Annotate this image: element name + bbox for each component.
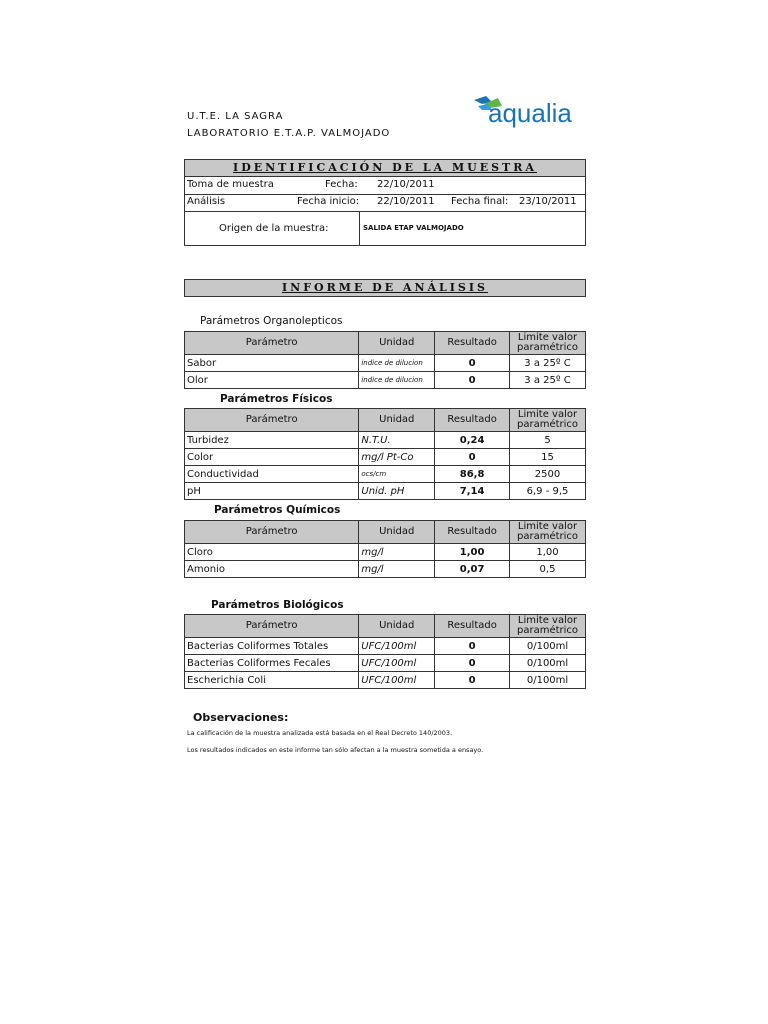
col-limite: Limite valor paramétrico (510, 409, 586, 432)
organolepticos-title: Parámetros Organolepticos (200, 315, 343, 327)
fecha-inicio-label: Fecha inicio: (297, 196, 360, 207)
fecha-label: Fecha: (325, 179, 358, 190)
col-limite: Limite valor paramétrico (510, 332, 586, 355)
aqualia-logo (472, 92, 582, 132)
col-unidad: Unidad (359, 409, 435, 432)
logo-text: aqualia (488, 98, 572, 128)
col-unidad: Unidad (359, 521, 435, 544)
table-row (185, 355, 586, 372)
parametro-cell: Turbidez (185, 432, 359, 449)
resultado-cell: 86,8 (435, 466, 510, 483)
limite-cell: 0/100ml (510, 655, 586, 672)
parametro-cell: Bacterias Coliformes Totales (185, 638, 359, 655)
observaciones-line1: La calificación de la muestra analizada está basada en el Real Decreto 140/2003. (187, 729, 453, 737)
parametro-cell: Conductividad (185, 466, 359, 483)
unidad-cell: ocs/cm (359, 466, 435, 483)
table-header-row (185, 521, 586, 544)
resultado-cell: 7,14 (435, 483, 510, 500)
quimicos-table (184, 520, 586, 578)
lab-name: LABORATORIO E.T.A.P. VALMOJADO (187, 128, 391, 139)
col-unidad: Unidad (359, 332, 435, 355)
limite-cell: 3 a 25º C (510, 355, 586, 372)
col-unidad: Unidad (359, 615, 435, 638)
biologicos-title: Parámetros Biológicos (211, 599, 344, 611)
origen-value: SALIDA ETAP VALMOJADO (363, 224, 464, 232)
identificacion-title-bar (184, 159, 586, 177)
table-row (185, 449, 586, 466)
informe-title-bar (184, 279, 586, 297)
fecha-inicio-value: 22/10/2011 (377, 196, 435, 207)
limite-cell: 6,9 - 9,5 (510, 483, 586, 500)
parametro-cell: Sabor (185, 355, 359, 372)
unidad-cell: indice de dilucion (359, 355, 435, 372)
limite-cell: 5 (510, 432, 586, 449)
parametro-cell: Color (185, 449, 359, 466)
table-header-row (185, 615, 586, 638)
parametro-cell: Olor (185, 372, 359, 389)
resultado-cell: 0 (435, 672, 510, 689)
resultado-cell: 0,24 (435, 432, 510, 449)
fecha-final-value: 23/10/2011 (519, 196, 577, 207)
table-row (185, 544, 586, 561)
resultado-cell: 0 (435, 655, 510, 672)
table-row (185, 672, 586, 689)
parametro-cell: pH (185, 483, 359, 500)
unidad-cell: UFC/100ml (359, 638, 435, 655)
col-resultado: Resultado (435, 409, 510, 432)
limite-cell: 0/100ml (510, 638, 586, 655)
quimicos-title: Parámetros Químicos (214, 504, 341, 516)
table-row (185, 483, 586, 500)
analisis-row (185, 194, 585, 212)
parametro-cell: Cloro (185, 544, 359, 561)
toma-label: Toma de muestra (187, 179, 274, 190)
col-resultado: Resultado (435, 332, 510, 355)
unidad-cell: UFC/100ml (359, 655, 435, 672)
col-limite: Limite valor paramétrico (510, 521, 586, 544)
unidad-cell: N.T.U. (359, 432, 435, 449)
unidad-cell: mg/l Pt-Co (359, 449, 435, 466)
org-name: U.T.E. LA SAGRA (187, 111, 284, 122)
resultado-cell: 0,07 (435, 561, 510, 578)
table-row (185, 432, 586, 449)
origen-row (185, 211, 585, 245)
table-header-row (185, 332, 586, 355)
table-row (185, 638, 586, 655)
col-parametro: Parámetro (185, 615, 359, 638)
resultado-cell: 1,00 (435, 544, 510, 561)
col-parametro: Parámetro (185, 332, 359, 355)
unidad-cell: mg/l (359, 561, 435, 578)
observaciones-line2: Los resultados indicados en este informe tan sólo afectan a la muestra sometida a ensayo. (187, 746, 484, 754)
informe-title: INFORME DE ANÁLISIS (282, 281, 488, 294)
identificacion-title: IDENTIFICACIÓN DE LA MUESTRA (233, 161, 537, 174)
unidad-cell: indice de dilucion (359, 372, 435, 389)
resultado-cell: 0 (435, 449, 510, 466)
table-row (185, 466, 586, 483)
biologicos-table (184, 614, 586, 689)
parametro-cell: Bacterias Coliformes Fecales (185, 655, 359, 672)
table-row (185, 561, 586, 578)
limite-cell: 2500 (510, 466, 586, 483)
col-parametro: Parámetro (185, 409, 359, 432)
origen-label: Origen de la muestra: (219, 223, 329, 234)
limite-cell: 0/100ml (510, 672, 586, 689)
table-header-row (185, 409, 586, 432)
analisis-label: Análisis (187, 196, 226, 207)
table-row (185, 372, 586, 389)
limite-cell: 3 a 25º C (510, 372, 586, 389)
unidad-cell: UFC/100ml (359, 672, 435, 689)
fecha-value: 22/10/2011 (377, 179, 435, 190)
col-parametro: Parámetro (185, 521, 359, 544)
col-resultado: Resultado (435, 521, 510, 544)
col-limite: Limite valor paramétrico (510, 615, 586, 638)
limite-cell: 15 (510, 449, 586, 466)
origen-divider (359, 211, 360, 245)
limite-cell: 0,5 (510, 561, 586, 578)
resultado-cell: 0 (435, 355, 510, 372)
unidad-cell: mg/l (359, 544, 435, 561)
limite-cell: 1,00 (510, 544, 586, 561)
organolepticos-table (184, 331, 586, 389)
parametro-cell: Escherichia Coli (185, 672, 359, 689)
fecha-final-label: Fecha final: (451, 196, 509, 207)
toma-row (185, 177, 585, 195)
identificacion-box (184, 176, 586, 246)
unidad-cell: Unid. pH (359, 483, 435, 500)
fisicos-title: Parámetros Físicos (220, 393, 333, 405)
fisicos-table (184, 408, 586, 500)
parametro-cell: Amonio (185, 561, 359, 578)
resultado-cell: 0 (435, 638, 510, 655)
resultado-cell: 0 (435, 372, 510, 389)
table-row (185, 655, 586, 672)
observaciones-title: Observaciones: (193, 711, 289, 724)
col-resultado: Resultado (435, 615, 510, 638)
